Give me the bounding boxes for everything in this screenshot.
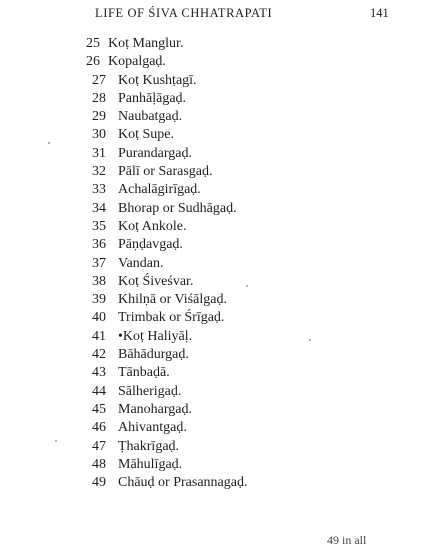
fort-name: Koṭ Śiveśvar. xyxy=(118,273,194,289)
fort-list-item xyxy=(86,273,247,291)
fort-name: Kopalgaḍ. xyxy=(108,54,166,70)
fort-name: Tānbaḍā. xyxy=(118,365,170,381)
fort-number: 41 xyxy=(92,328,106,344)
scan-speck xyxy=(48,142,50,144)
fort-name: Manohargaḍ. xyxy=(118,401,192,417)
fort-number: 46 xyxy=(92,420,106,436)
fort-list-item xyxy=(86,181,247,199)
fort-number: 26 xyxy=(86,54,100,70)
fort-list xyxy=(86,35,247,492)
fort-list-item xyxy=(86,364,247,382)
fort-list-item xyxy=(86,255,247,273)
fort-name: •Koṭ Haliyāḷ. xyxy=(118,328,193,344)
fort-list-item xyxy=(86,383,247,401)
fort-name: Naubatgaḍ. xyxy=(118,109,183,125)
fort-name: Māhulīgaḍ. xyxy=(118,456,183,472)
fort-name: Koṭ Kushṭagī. xyxy=(118,72,197,88)
fort-list-item xyxy=(86,108,247,126)
fort-name: Purandargaḍ. xyxy=(118,145,192,161)
scan-speck xyxy=(309,339,311,341)
fort-number: 38 xyxy=(92,273,106,289)
fort-name: Pāṇḍavgaḍ. xyxy=(118,237,183,253)
scan-speck xyxy=(246,285,248,287)
fort-name: Pālī or Sarasgaḍ. xyxy=(118,164,213,180)
fort-name: Bāhādurgaḍ. xyxy=(118,347,189,363)
fort-number: 30 xyxy=(92,127,106,143)
fort-number: 28 xyxy=(92,90,106,106)
fort-name: Ahivantgaḍ. xyxy=(118,420,187,436)
fort-list-item xyxy=(86,309,247,327)
fort-list-item xyxy=(86,72,247,90)
fort-number: 40 xyxy=(92,310,106,326)
fort-number: 32 xyxy=(92,164,106,180)
fort-list-item xyxy=(86,90,247,108)
fort-name: Ṭhakrīgaḍ. xyxy=(118,438,180,454)
fort-list-item xyxy=(86,53,247,71)
fort-name: Koṭ Supe. xyxy=(118,127,174,143)
fort-list-item xyxy=(86,328,247,346)
fort-name: Trimbak or Śrīgaḍ. xyxy=(118,310,225,326)
fort-list-item xyxy=(86,236,247,254)
fort-name: Panhāḷāgaḍ. xyxy=(118,90,187,106)
scan-speck xyxy=(55,440,57,442)
fort-number: 31 xyxy=(92,145,106,161)
fort-name: Sālherigaḍ. xyxy=(118,383,182,399)
fort-list-item xyxy=(86,438,247,456)
fort-list-item xyxy=(86,456,247,474)
fort-number: 44 xyxy=(92,383,106,399)
fort-list-item xyxy=(86,35,247,53)
fort-list-item xyxy=(86,419,247,437)
fort-number: 42 xyxy=(92,347,106,363)
fort-number: 36 xyxy=(92,237,106,253)
fort-name: Koṭ Ankole. xyxy=(118,218,187,234)
fort-list-item xyxy=(86,218,247,236)
fort-number: 27 xyxy=(92,72,106,88)
fort-list-item xyxy=(86,200,247,218)
fort-name: Khilṇā or Viśālgaḍ. xyxy=(118,292,227,308)
page-number: 141 xyxy=(370,6,389,20)
fort-number: 25 xyxy=(86,36,100,51)
fort-number: 43 xyxy=(92,365,106,381)
fort-number: 29 xyxy=(92,109,106,125)
fort-number: 39 xyxy=(92,292,106,308)
fort-list-item xyxy=(86,401,247,419)
fort-number: 47 xyxy=(92,438,106,454)
fort-name: Koṭ Manglur. xyxy=(108,36,184,51)
fort-number: 45 xyxy=(92,401,106,417)
catchword: 49 in all xyxy=(327,533,367,547)
fort-number: 34 xyxy=(92,200,106,216)
fort-name: Vandan. xyxy=(118,255,164,271)
fort-name: Bhorap or Sudhāgaḍ. xyxy=(118,200,237,216)
fort-number: 33 xyxy=(92,182,106,198)
fort-number: 48 xyxy=(92,456,106,472)
fort-list-item xyxy=(86,474,247,492)
fort-name: Chāuḍ or Prasannagaḍ. xyxy=(118,475,248,491)
fort-number: 35 xyxy=(92,218,106,234)
fort-list-item xyxy=(86,145,247,163)
fort-list-item xyxy=(86,346,247,364)
fort-name: Achalāgirīgaḍ. xyxy=(118,182,201,198)
fort-number: 49 xyxy=(92,475,106,491)
running-head-title: LIFE OF ŚIVA CHHATRAPATI xyxy=(95,6,273,20)
fort-list-item xyxy=(86,163,247,181)
fort-number: 37 xyxy=(92,255,106,271)
fort-list-item xyxy=(86,291,247,309)
fort-list-item xyxy=(86,126,247,144)
running-head xyxy=(0,6,431,22)
